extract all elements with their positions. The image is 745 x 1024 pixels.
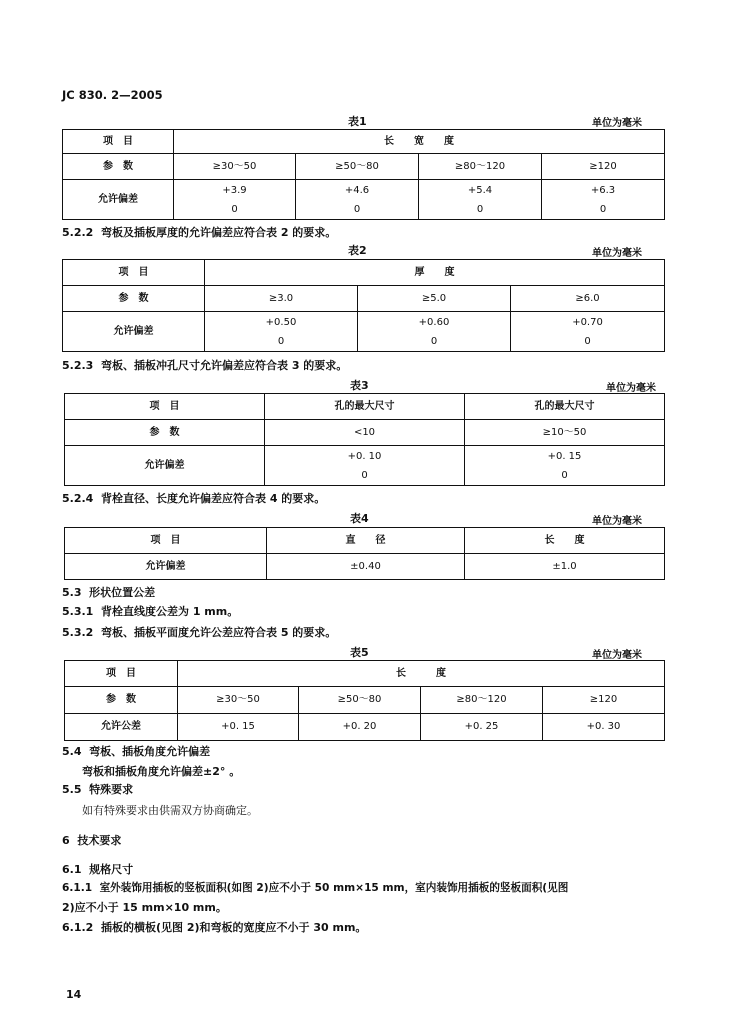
table5-tol-label: 允许公差 <box>65 714 178 741</box>
section-6 <box>62 832 121 848</box>
clause-5-4 <box>62 743 210 759</box>
table4-col-header: 项 目 <box>65 528 267 554</box>
clause-number: 5.4 <box>62 745 82 758</box>
table2-tol-cell <box>205 312 358 352</box>
clause-5-2-4 <box>62 490 325 506</box>
clause-text: 室外装饰用插板的竖板面积(如图 2)应不小于 50 mm×15 mm，室内装饰用插板的竖板面积(见图 <box>99 882 569 894</box>
clause-number: 5.5 <box>62 783 82 796</box>
table1-tol-cell <box>419 180 542 220</box>
table1-param: ≥80～120 <box>419 154 542 180</box>
clause-number: 5.2.4 <box>62 492 94 505</box>
table2-tol-lower: 0 <box>277 335 285 347</box>
table5-value: +0. 30 <box>543 714 665 741</box>
table5-param: ≥120 <box>543 687 665 714</box>
table3-unit: 单位为毫米 <box>606 383 656 394</box>
table4-value: ±0.40 <box>267 554 465 580</box>
table5-param: ≥50～80 <box>299 687 421 714</box>
clause-text: 弯板、插板角度允许偏差 <box>89 745 211 758</box>
table3-header: 孔的最大尺寸 <box>265 394 465 420</box>
table4-tol-label: 允许偏差 <box>65 554 267 580</box>
table4-unit: 单位为毫米 <box>592 516 642 527</box>
table3-tol-lower: 0 <box>561 469 568 481</box>
section-title: 技术要求 <box>77 834 122 847</box>
clause-6-1-1 <box>62 880 568 895</box>
table4-header: 直 径 <box>267 528 465 554</box>
table2-param-label: 参 数 <box>63 286 205 312</box>
table2-tol-lower: 0 <box>584 335 591 347</box>
table1-tol-lower: 0 <box>231 203 238 215</box>
table2-param: ≥3.0 <box>205 286 358 312</box>
table1-tol-lower: 0 <box>476 203 484 215</box>
table5-value: +0. 20 <box>299 714 421 741</box>
table5-value: +0. 15 <box>178 714 299 741</box>
table5-group-header: 长 度 <box>178 661 665 687</box>
table1 <box>62 129 665 220</box>
table1-tol-cell <box>174 180 296 220</box>
table1-param-label: 参 数 <box>63 154 174 180</box>
page-number: 14 <box>66 988 82 1001</box>
table3-header: 孔的最大尺寸 <box>465 394 665 420</box>
table2-tol-cell <box>358 312 511 352</box>
table5-caption: 表5 <box>350 646 369 659</box>
table3-tol-cell <box>465 446 665 486</box>
table2-tol-upper: +0.50 <box>265 316 297 328</box>
table1-tol-upper: +6.3 <box>590 184 616 196</box>
table3-param: ≥10～50 <box>465 420 665 446</box>
table3-col-header: 项 目 <box>65 394 265 420</box>
table1-tol-lower: 0 <box>599 203 607 215</box>
table5-param: ≥80～120 <box>421 687 543 714</box>
table3 <box>64 393 665 486</box>
clause-text: 背栓直线度公差为 1 mm。 <box>101 605 239 618</box>
standard-number: JC 830. 2—2005 <box>62 88 163 102</box>
clause-number: 6.1 <box>62 863 82 876</box>
clause-text: 插板的横板(见图 2)和弯板的宽度应不小于 30 mm。 <box>101 921 367 934</box>
clause-5-2-2 <box>62 224 336 240</box>
clause-text: 弯板、插板冲孔尺寸允许偏差应符合表 3 的要求。 <box>101 359 348 372</box>
table2-param: ≥5.0 <box>358 286 511 312</box>
table2-tol-upper: +0.60 <box>418 316 450 328</box>
clause-number: 5.2.3 <box>62 359 94 372</box>
table3-caption: 表3 <box>350 379 369 392</box>
table3-param: <10 <box>265 420 465 446</box>
clause-5-4-body: 弯板和插板角度允许偏差±2° 。 <box>82 765 241 778</box>
table5-col-header: 项 目 <box>65 661 178 687</box>
table4-value: ±1.0 <box>465 554 665 580</box>
clause-number: 5.3.1 <box>62 605 94 618</box>
table2-col-header: 项 目 <box>63 260 205 286</box>
table1-tol-upper: +5.4 <box>467 184 493 196</box>
table1-tol-upper: +3.9 <box>222 184 247 196</box>
table1-param: ≥120 <box>542 154 665 180</box>
table3-tol-upper: +0. 15 <box>547 450 582 462</box>
table3-tol-upper: +0. 10 <box>347 450 382 462</box>
table5-param-label: 参 数 <box>65 687 178 714</box>
clause-5-3-2 <box>62 624 336 640</box>
clause-5-3 <box>62 584 155 600</box>
table3-tol-cell <box>265 446 465 486</box>
clause-text: 弯板、插板平面度允许公差应符合表 5 的要求。 <box>101 626 337 639</box>
table1-group-header: 长 宽 度 <box>174 130 665 154</box>
table4-header: 长 度 <box>465 528 665 554</box>
table2-tol-lower: 0 <box>430 335 438 347</box>
table5-unit: 单位为毫米 <box>592 650 642 661</box>
table5-param: ≥30～50 <box>178 687 299 714</box>
clause-6-1-2 <box>62 919 366 935</box>
clause-text: 背栓直径、长度允许偏差应符合表 4 的要求。 <box>101 492 326 505</box>
table4-caption: 表4 <box>350 512 369 525</box>
clause-number: 5.2.2 <box>62 226 94 239</box>
clause-5-5 <box>62 781 133 797</box>
table1-tol-cell <box>296 180 419 220</box>
clause-text: 弯板及插板厚度的允许偏差应符合表 2 的要求。 <box>101 226 337 239</box>
clause-text: 形状位置公差 <box>89 586 156 599</box>
table1-tol-lower: 0 <box>353 203 361 215</box>
table1-unit: 单位为毫米 <box>592 118 642 129</box>
table2-group-header: 厚 度 <box>205 260 665 286</box>
table2-tol-label: 允许偏差 <box>63 312 205 352</box>
table1-col-header: 项 目 <box>63 130 174 154</box>
table5-value: +0. 25 <box>421 714 543 741</box>
clause-5-5-body: 如有特殊要求由供需双方协商确定。 <box>82 804 258 817</box>
clause-number: 5.3.2 <box>62 626 94 639</box>
clause-5-3-1 <box>62 603 238 619</box>
clause-5-2-3 <box>62 357 347 373</box>
table1-param: ≥30～50 <box>174 154 296 180</box>
table3-tol-label: 允许偏差 <box>65 446 265 486</box>
table1-caption: 表1 <box>348 115 367 128</box>
section-number: 6 <box>62 834 70 847</box>
clause-number: 6.1.2 <box>62 921 94 934</box>
table1-param: ≥50～80 <box>296 154 419 180</box>
table2-caption: 表2 <box>348 244 367 257</box>
table1-tol-upper: +4.6 <box>344 184 370 196</box>
table2-unit: 单位为毫米 <box>592 248 642 259</box>
clause-number: 6.1.1 <box>62 882 93 894</box>
clause-text: 特殊要求 <box>89 783 134 796</box>
clause-6-1 <box>62 861 133 877</box>
table1-tol-label: 允许偏差 <box>63 180 174 220</box>
clause-number: 5.3 <box>62 586 82 599</box>
clause-text: 规格尺寸 <box>89 863 134 876</box>
table5 <box>64 660 665 741</box>
clause-6-1-1-cont: 2)应不小于 15 mm×10 mm。 <box>62 901 227 914</box>
table4 <box>64 527 665 580</box>
table2 <box>62 259 665 352</box>
table3-tol-lower: 0 <box>361 469 368 481</box>
table1-tol-cell <box>542 180 665 220</box>
table2-tol-upper: +0.70 <box>572 316 603 328</box>
table2-param: ≥6.0 <box>511 286 665 312</box>
table2-tol-cell <box>511 312 665 352</box>
table3-param-label: 参 数 <box>65 420 265 446</box>
